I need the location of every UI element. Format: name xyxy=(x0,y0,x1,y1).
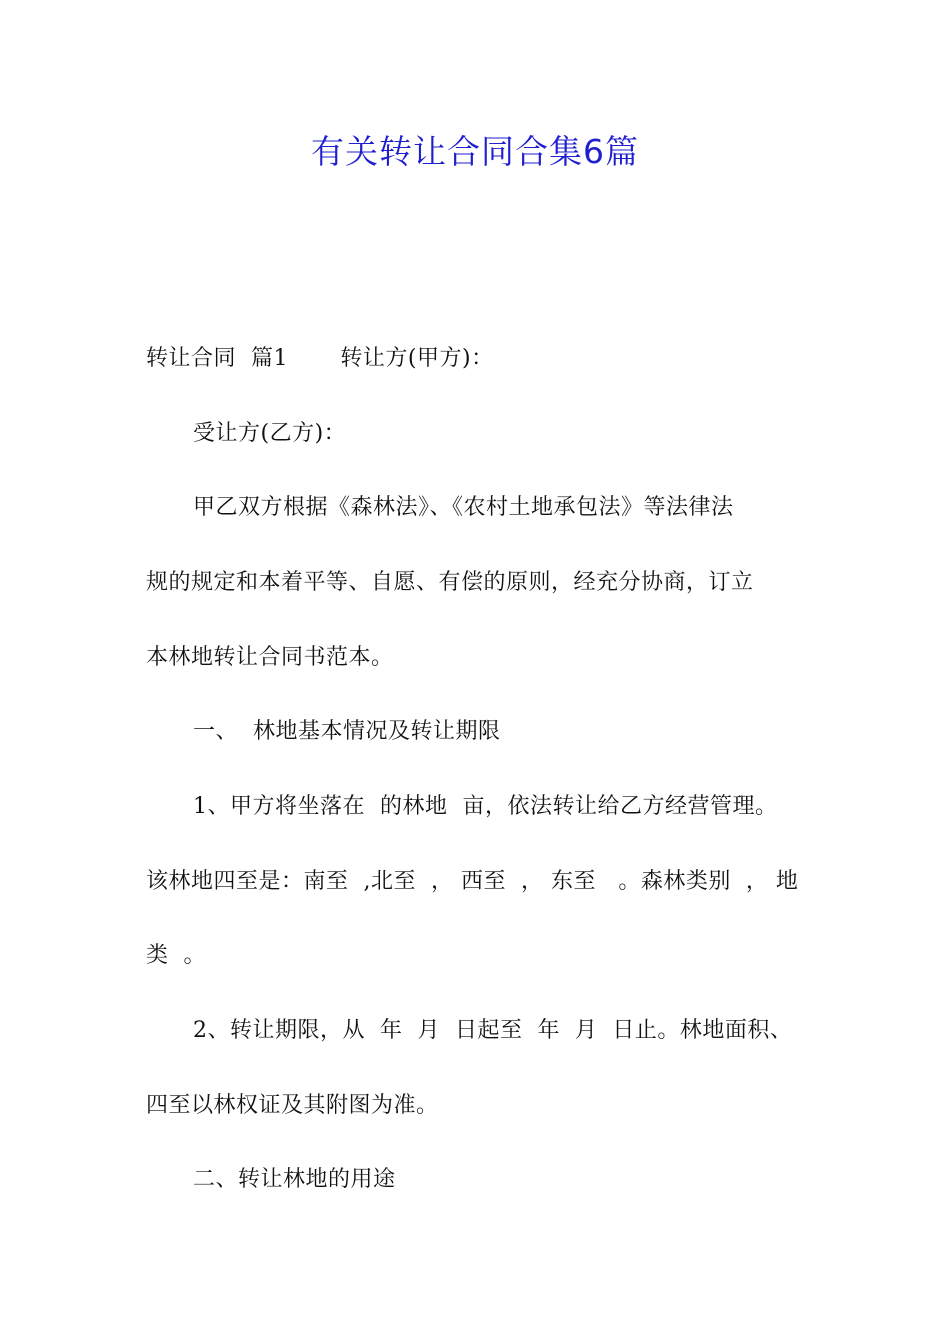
paragraph-line: 类 。 xyxy=(146,943,206,968)
paragraph-line: 2、转让期限，从 年 月 日起至 年 月 日止。林地面积、 xyxy=(193,1018,793,1043)
paragraph-line: 受让方(乙方)： xyxy=(193,421,347,446)
paragraph-line: 1、甲方将坐落在 的林地 亩，依法转让给乙方经营管理。 xyxy=(193,794,778,819)
paragraph-line: 甲乙双方根据《森林法》、《农村土地承包法》等法律法 xyxy=(193,495,734,520)
section-heading: 一、 林地基本情况及转让期限 xyxy=(193,719,501,744)
paragraph-line: 规的规定和本着平等、自愿、有偿的原则，经充分协商，订立 xyxy=(146,570,754,595)
paragraph-line: 本林地转让合同书范本。 xyxy=(146,645,394,670)
paragraph-line: 转让合同 篇1 转让方(甲方)： xyxy=(146,346,494,371)
section-heading: 二、转让林地的用途 xyxy=(193,1167,396,1192)
document-title: 有关转让合同合集6篇 xyxy=(311,132,639,171)
paragraph-line: 该林地四至是：南至 ,北至 ， 西至 ， 东至 。森林类别 ， 地 xyxy=(146,869,799,894)
paragraph-line: 四至以林权证及其附图为准。 xyxy=(146,1093,439,1118)
